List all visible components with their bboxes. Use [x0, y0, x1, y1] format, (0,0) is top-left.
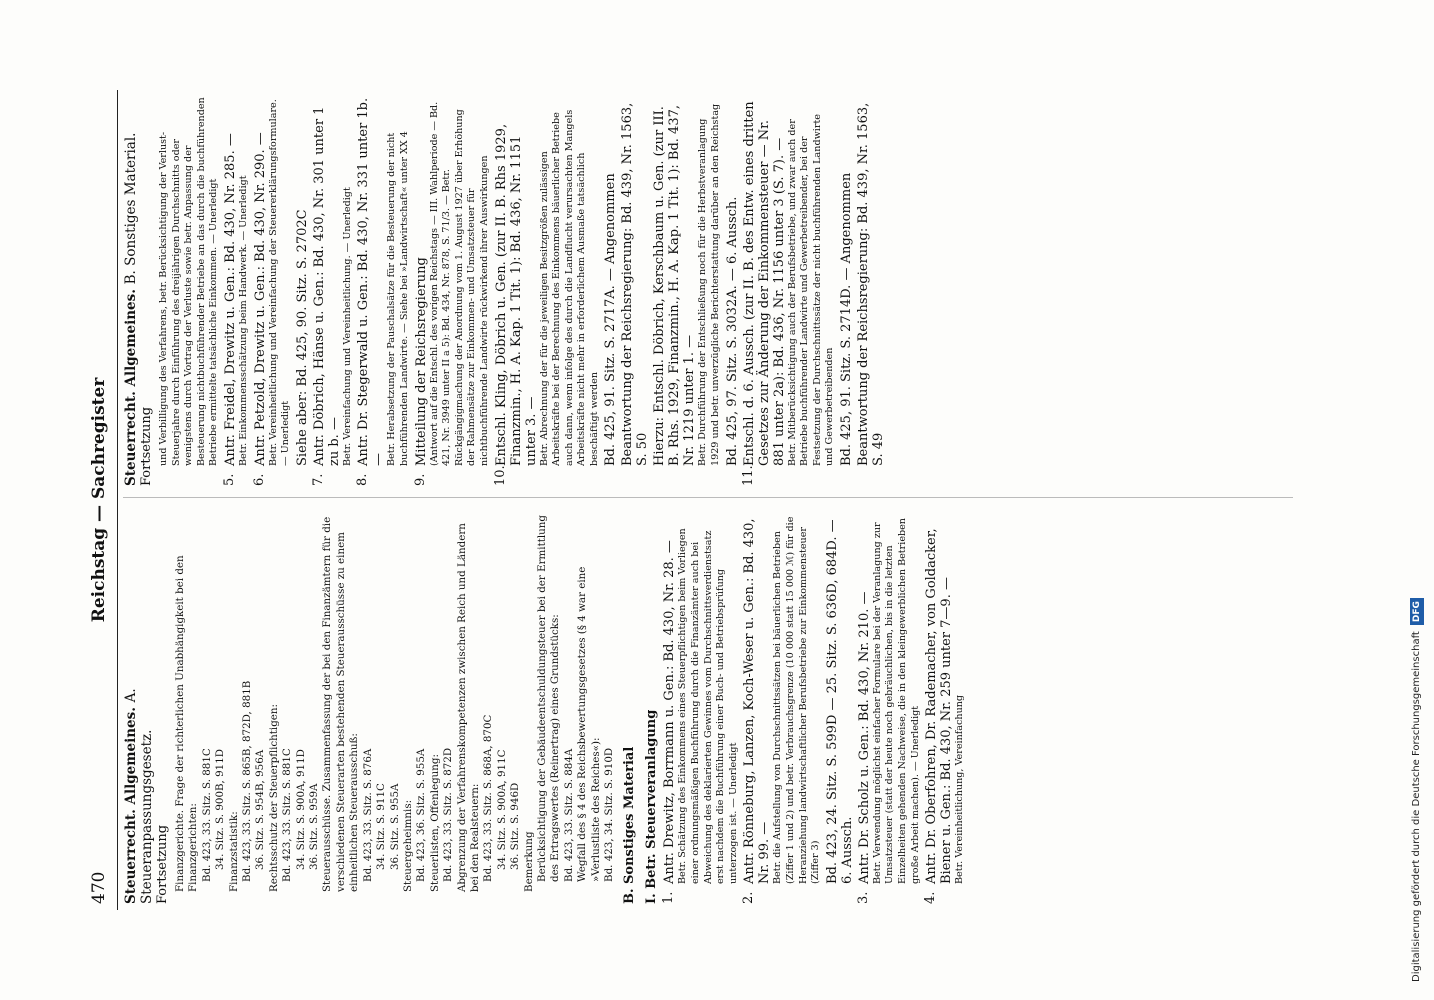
right-item-list [223, 96, 886, 486]
left-column-heading [123, 514, 155, 904]
section-i-heading: I. Betr. Steuerveranlagung [644, 709, 660, 904]
register-entry: Abgrenzung der Verfahrenskompetenzen zwischen Reich und Ländern bei den Realsteuern: [455, 523, 481, 892]
item-head: Bd. 425, 91. Sitz. S. 2714D. — Angenommen [839, 172, 855, 466]
register-entry: 36. Sitz. S. 959A [308, 783, 321, 870]
right-continued-label: Fortsetzung [139, 406, 154, 486]
item-head: Antr. Dr. Oberfohren, Dr. Rademacher, von Goldacker, Biener u. Gen.: Bd. 430, Nr. 259 unter 7—9. — [924, 528, 955, 884]
item-head: Siehe aber: Bd. 425, 90. Sitz. S. 2702C [294, 209, 310, 466]
column-divider [123, 497, 1293, 498]
item-head: Antr. Rönneburg, Lanzen, Koch-Weser u. Gen.: Bd. 430, Nr. 99. — [742, 518, 773, 884]
register-entry: Bd. 423, 33. Sitz. S. 884A [562, 748, 575, 882]
item-head: Antr. Freidel, Drewitz u. Gen.: Bd. 430, Nr. 285. — [222, 133, 238, 466]
item-body: Betr. die Aufstellung von Durchschnittssätzen bei bäuerlichen Betrieben (Ziffer 1 und 2) und betr. Verbrauchsgrenze (10 000 statt 15 000 ℳ) für die Heranziehung landwirtschaftlicher Berufsbetriebe zur Einkommensteuer (Ziffer 3) [772, 516, 822, 884]
register-entry: Steuerausschüsse. Zusammenfassung der bei den Finanzämtern für die verschiedenen Steuerarten bestehenden Steuerausschüsse zu einem einheitlichen Steuerausschuß: [321, 516, 361, 892]
running-head: Reichstag — Sachregister [89, 377, 109, 623]
left-heading-rest: A. Steueranpassungsgesetz. [123, 688, 155, 904]
numbered-item [652, 96, 722, 486]
register-entry: Bd. 423, 36. Sitz. S. 955A [415, 748, 428, 882]
item-body: Betr. Verwendung möglichst einfacher Formulare bei der Veranlagung zur Umsatzsteuer (statt der heute noch gebräuchlichen, bis in die letzten Einzelheiten gehenden Nachweise, die in den kleingewerblichen Betrieben große Arbeit machen). — Unerledigt [871, 518, 921, 884]
item-number: 3. [855, 891, 871, 904]
numbered-item [856, 96, 886, 486]
numbered-item [742, 514, 822, 904]
item-number: 8. [355, 473, 371, 486]
dfg-logo: DFG [1410, 598, 1424, 625]
register-entry: 36. Sitz. S. 955A [388, 783, 401, 870]
item-head: Bd. 423, 24. Sitz. S. 599D — 25. Sitz. S. 636D, 684D. — 6. Aussch. [824, 519, 855, 884]
left-entry-list [174, 514, 616, 904]
item-head: Mitteilung der Reichsregierung [413, 257, 429, 466]
right-column [123, 96, 1293, 486]
numbered-item [414, 96, 492, 486]
item-head: Bd. 425, 91. Sitz. S. 2717A. — Angenommen [603, 173, 619, 466]
register-entry: Bd. 423, 33. Sitz. S. 865B, 872D, 881B [241, 680, 254, 882]
numbered-item [312, 96, 355, 486]
item-head: Entschl. d. 6. Aussch. (zur II. B. des Entw. eines dritten Gesetzes zur Änderung der Einkommensteuer — Nr. 881 unter 2a): Bd. 436, Nr. 1156 unter 3 (S. 7). — [741, 101, 787, 466]
register-entry: 34. Sitz. S. 911C [375, 783, 388, 870]
left-column [123, 514, 1293, 904]
register-entry: Bd. 423, 33. Sitz. S. 881C [281, 748, 294, 882]
lead-body: und Verbilligung des Verfahrens, betr. Berücksichtigung der Verlust-Steuerjahre durch Einführung des dreijährigen Durchschnitts oder wenigstens durch Vortrag der Verluste sowie betr. Anpassung der Besteuerung nichtbuchführender Betriebe an das durch die buchführenden Betriebe ermittelte tatsächliche Einkommen. — Unerledigt [158, 97, 220, 466]
item-body: Betr. Vereinheitlichung und Vereinfachung der Steuererklärungsformulare. — Unerledigt [267, 99, 292, 466]
item-body: Betr. Abrechnung der für die jeweiligen Besitzgrößen zulässigen Arbeitskräfte bei der Berechnung des Einkommens bäuerlicher Betriebe auch dann, wenn infolge des durch die Landflucht verursachten Mangels Arbeitskräfte nicht mehr in erforderlichem Ausmaße tatsächlich beschäftigt werden [538, 109, 600, 466]
numbered-item [662, 514, 740, 904]
right-heading-rest: B. Sonstiges Material. [123, 132, 139, 285]
numbered-item [603, 96, 618, 486]
register-entry: Bd. 423, 33. Sitz. S. 868A, 870C [482, 714, 495, 882]
item-number: 7. [310, 473, 326, 486]
item-number: 4. [923, 891, 939, 904]
credit-text: Digitalisierung gefördert durch die Deutsche Forschungsgemeinschaft [1411, 631, 1422, 982]
register-entry: 36. Sitz. S. 946D [509, 782, 522, 870]
item-head: Antr. Petzold, Drewitz u. Gen.: Bd. 430, Nr. 290. — [252, 132, 268, 466]
item-head: Hierzu: Entschl. Döbrich, Kerschbaum u. Gen. (zur III. B. Rhs. 1929, Finanzmin., H. A. Kap. 1 Tit. 1): Bd. 437, Nr. 1219 unter 1. — [652, 104, 698, 466]
register-entry: 36. Sitz. S. 954B, 956A [254, 749, 267, 870]
numbered-item [742, 96, 837, 486]
item-number: 10. [492, 465, 508, 486]
left-continued-label: Fortsetzung [155, 824, 170, 904]
item-body: Betr. Durchführung der Entschließung noch für die Herbstveranlagung 1929 und betr. unverzügliche Berichterstattung darüber an den Reichstag [697, 103, 722, 466]
item-head: Entschl. Kling, Döbrich u. Gen. (zur II. B. Rhs 1929, Finanzmin., H. A. Kap. 1 Tit. 1): Bd. 436, Nr. 1151 unter 3. — [493, 123, 539, 466]
right-lead-text [158, 96, 221, 486]
item-number: 6. [251, 473, 267, 486]
item-number: 11. [740, 465, 756, 486]
numbered-item [924, 514, 967, 904]
register-entry: Steuergeheimnis: [401, 799, 414, 892]
numbered-item [857, 514, 922, 904]
item-number: 5. [221, 473, 237, 486]
register-entry: Bd. 423, 33. Sitz. S. 876A [361, 748, 374, 882]
numbered-item [295, 96, 310, 486]
right-heading-bold: Steuerrecht. Allgemeines. [123, 289, 139, 486]
page-header [83, 90, 118, 910]
register-entry: Wegfall des § 4 des Reichsbewertungsgesetzes (§ 4 war eine »Verlustliste des Reiches«): [576, 566, 602, 882]
numbered-item [620, 96, 650, 486]
item-head: Antr. Döbrich, Hänse u. Gen.: Bd. 430, Nr. 301 unter 1 zu b. — [311, 106, 342, 466]
item-body: Betr. Mitberücksichtigung auch der Berufsbetriebe, und zwar auch der Betriebe buchführender Landwirte und Gewerbetreibender, bei der Festsetzung der Durchschnittssätze der nicht buchführenden Landwirte und Gewerbetreibenden [786, 114, 836, 466]
item-body: Betr. Vereinfachung und Vereinheitlichung. — Unerledigt [341, 187, 353, 466]
right-column-heading [123, 96, 139, 486]
left-item-list [662, 514, 966, 904]
numbered-item [356, 96, 411, 486]
register-entry: 34. Sitz. S. 900B, 911D [214, 748, 227, 870]
register-entry: Bd. 423, 33. Sitz. S. 881C [200, 748, 213, 882]
numbered-item [223, 96, 251, 486]
numbered-item [253, 96, 293, 486]
item-head: Bd. 425, 97. Sitz. S. 3032A. — 6. Aussch. [724, 196, 740, 466]
register-entry: Bemerkung [522, 831, 535, 892]
register-entry: Finanzgerichte. Frage der richterlichen Unabhängigkeit bei den Finanzgerichten: [174, 555, 200, 892]
numbered-item [494, 96, 602, 486]
digitization-credit [1410, 12, 1424, 982]
item-body: Betr. Einkommensschätzung beim Handwerk. — Unerledigt [237, 175, 249, 466]
item-number: 2. [741, 891, 757, 904]
item-body: (Antwort auf die Entschl. des vorigen Reichstags — III. Wahlperiode — Bd. 421, Nr. 3949 unter II a 5): Bd. 434, Nr. 878, S. 71/3. — Betr. Rückgängigmachung der Anordnung vom 1. August 1927 über Erhöhung der Rahmensätze zur Einkommen- und Umsatzsteuer für nichtbuchführende Landwirte rückwirkend ihrer Auswirkungen [428, 101, 490, 466]
register-entry: Steuerlisten, Offenlegung: [428, 754, 441, 892]
register-entry: Rechtsschutz der Steuerpflichtigen: [267, 704, 280, 892]
item-head: Beantwortung der Reichsregierung: Bd. 439, Nr. 1563, S. 49 [856, 102, 887, 466]
register-entry: Bd. 423, 33. Sitz. S. 872D [442, 747, 455, 882]
item-number: 1. [661, 891, 677, 904]
register-entry: Bd. 423, 34. Sitz. S. 910D [603, 747, 615, 882]
rotated-register-page [83, 90, 1308, 910]
section-b-heading: B. Sonstiges Material [622, 746, 638, 904]
register-entry: 34. Sitz. S. 900A, 911C [495, 749, 508, 870]
item-number: 9. [412, 473, 428, 486]
register-entry: Berücksichtigung der Gebäudeentschuldungsteuer bei der Ermittlung des Ertragswertes (Reinertrag) eines Grundstücks: [535, 515, 562, 882]
register-entry: Finanzstatistik: [227, 811, 240, 892]
item-body: Betr. Herabsetzung der Pauschalsätze für die Besteuerung der nicht buchführenden Landwirte. — Siehe bei »Landwirtschaft« unter XX 4 [386, 131, 410, 466]
numbered-item [839, 96, 854, 486]
item-head: Antr. Dr. Scholz u. Gen.: Bd. 430, Nr. 210. — [856, 591, 872, 884]
left-heading-bold: Steuerrecht. Allgemeines. [123, 707, 139, 904]
item-head: Antr. Dr. Stegerwald u. Gen.: Bd. 430, Nr. 331 unter 1b. — [356, 97, 387, 466]
register-entry: 34. Sitz. S. 900A, 911D [294, 749, 307, 870]
numbered-item [825, 514, 855, 904]
item-body: Betr. Vereinheitlichung, Vereinfachung [954, 694, 966, 884]
item-body: Betr. Schätzung des Einkommens eines Steuerpflichtigen beim Vorliegen einer ordnungsmäßigen Buchführung durch die Finanzämter auch bei Abweichung des deklarierten Gewinnes vom Durchschnittsverdienstsatz erst nachdem die Buchführung einer Buch- und Betriebsprüfung unterzogen ist. — Unerledigt [677, 528, 739, 884]
item-head: Beantwortung der Reichsregierung: Bd. 439, Nr. 1563, S. 50 [620, 102, 651, 466]
page-number: 470 [89, 871, 109, 904]
numbered-item [725, 96, 740, 486]
item-head: Antr. Drewitz, Borrmann u. Gen.: Bd. 430, Nr. 28. — [662, 540, 678, 884]
